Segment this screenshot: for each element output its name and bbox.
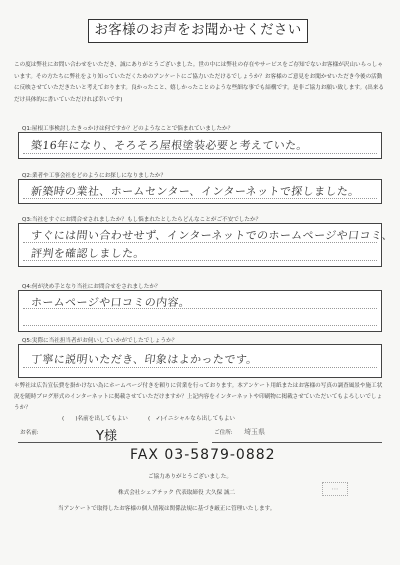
- privacy-text: 当アンケートで取得したお客様の個人情報は関係法規に基づき厳正に管理いたします。: [58, 506, 276, 512]
- answer-4-line-1: ホームページや口コミの内容。: [30, 296, 192, 309]
- page-title: お客様のお声をお聞かせください: [88, 19, 308, 43]
- question-1-label: Q1:屋根工事検討したきっかけは何ですか？どのようなことで悩まれていましたか？: [22, 126, 234, 132]
- answer-1-line-1: 築16年になり、そろそろ屋根塗装必要と考えていた。: [30, 139, 309, 152]
- consent-option-initials[interactable]: ( ✓)イニシャルなら出してもよい: [148, 416, 236, 422]
- publication-notice: ＊弊社は広告宣伝費を掛かけない為にホームページ付きを頼りに営業を行っております。本アンケート用紙またはお客様の写真の調査風景や施工状況を随時ブログ形式のインターネットに掲載させていただけますか？上記内容をインターネットや印刷物に掲載させていただいてもよろしいでしょうか？: [14, 383, 383, 411]
- answer-5-line-1: 丁寧に説明いただき、印象はよかったです。: [30, 353, 259, 366]
- question-3-label: Q3:当社をすぐにお問合せされましたか？もし悩まれたとしたらどんなことがご不安でしたか？: [22, 217, 262, 223]
- question-5-label: Q5:実際に当社担当者がお伺いしていかがでしたでしょうか？: [22, 338, 178, 344]
- name-label: お名前:: [20, 430, 39, 436]
- answer-3-line-2: 評判を確認しました。: [30, 247, 146, 260]
- address-value: 埼玉県: [244, 428, 265, 436]
- answer-1-box: [18, 132, 382, 159]
- answer-2-line-1: 新築時の業社、ホームセンター、インターネットで探しました。: [30, 185, 361, 198]
- question-2-label: Q2:業者や工事会社をどのようにお探しになりましたか？: [22, 173, 167, 179]
- answer-3-line-1: すぐには問い合わせせず、インターネットでのホームページや口コミ、: [30, 229, 394, 242]
- fax-number: FAX 03-5879-0882: [130, 447, 276, 463]
- answer-3-box: [18, 223, 394, 267]
- answer-4-box: [18, 290, 382, 332]
- thanks-text: ご協力ありがとうございました。: [148, 474, 232, 480]
- question-4-label: Q4:何が決め手となり当社にお問合せをされましたか？: [22, 284, 161, 290]
- address-label: ご住所:: [214, 430, 233, 436]
- company-text: 株式会社シェアテック 代表取締役 大久保 誠二: [118, 490, 236, 496]
- name-value: Y様: [96, 429, 117, 444]
- intro-text: この度は弊社にお問い合わせをいただき、誠にありがとうございました。世の中には弊社の存在やサービスをご存知でないお客様が沢山いらっしゃいます。その方たちに弊社をより知っていただくためのアンケートにご協力いただけるでしょうか？お客様のご意見をお聞かせいただき今後の活動に反映させていただきたいと考えております。良かったこと、嬉しかったことのような些細な事でも結構です。是非ご協力お願い致します。(出来るだけ具体的に書いていただければ幸いです): [14, 62, 385, 103]
- answer-5-box: [18, 344, 382, 378]
- address-underline: [212, 442, 382, 443]
- name-underline: [18, 442, 198, 443]
- answer-2-box: [18, 179, 382, 204]
- consent-option-full-name[interactable]: ( )名前を出してもよい: [62, 416, 128, 422]
- pencil-mark: ⋯: [322, 482, 348, 496]
